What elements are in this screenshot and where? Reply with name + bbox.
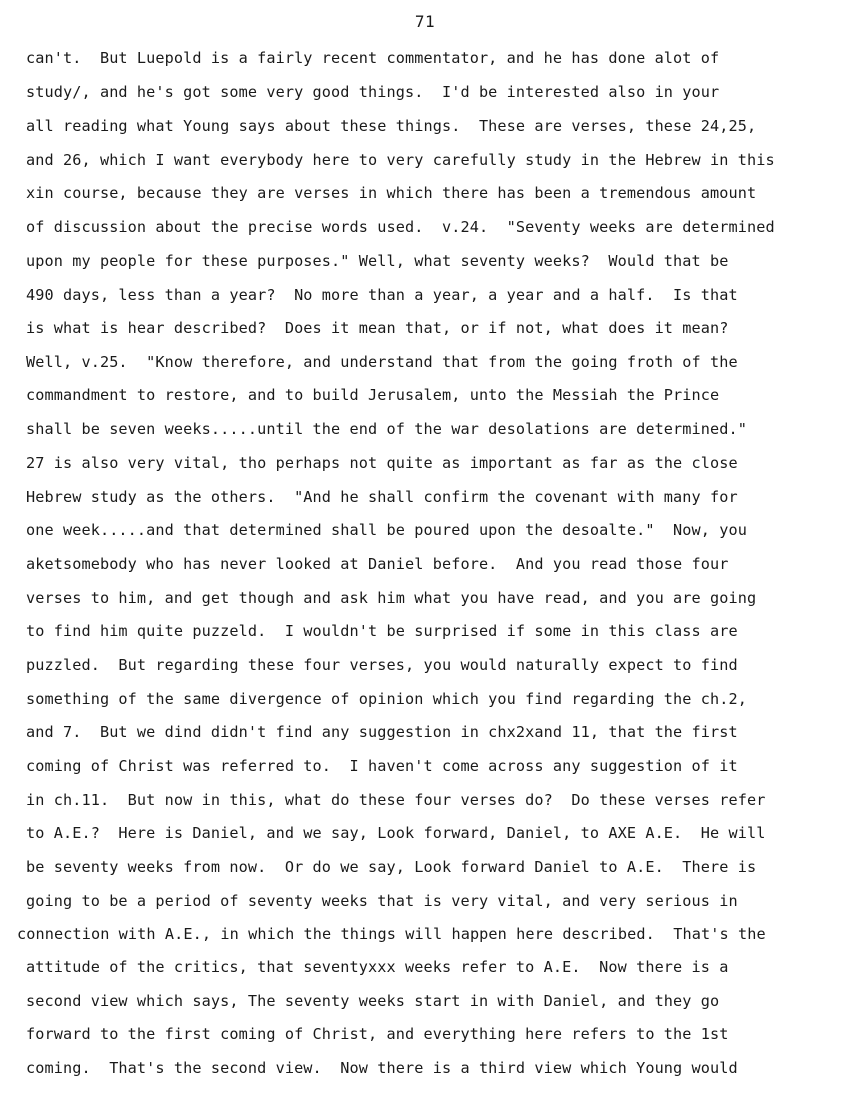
- text-line: of discussion about the precise words used. v.24. "Seventy weeks are determined: [26, 218, 775, 236]
- text-line: attitude of the critics, that seventyxxx weeks refer to A.E. Now there is a: [26, 958, 729, 976]
- text-line: verses to him, and get though and ask him what you have read, and you are going: [26, 589, 757, 607]
- text-line: one week.....and that determined shall be poured upon the desoalte." Now, you: [26, 521, 748, 539]
- text-line: puzzled. But regarding these four verses, you would naturally expect to find: [26, 656, 738, 674]
- text-line: xin course, because they are verses in which there has been a tremendous amount: [26, 184, 757, 202]
- text-line: second view which says, The seventy weeks start in with Daniel, and they go: [26, 992, 720, 1010]
- text-line: 27 is also very vital, tho perhaps not quite as important as far as the close: [26, 454, 738, 472]
- text-line: 490 days, less than a year? No more than a year, a year and a half. Is that: [26, 286, 738, 304]
- text-line: something of the same divergence of opinion which you find regarding the ch.2,: [26, 690, 748, 708]
- text-line: all reading what Young says about these things. These are verses, these 24,25,: [26, 117, 757, 135]
- text-line: in ch.11. But now in this, what do these four verses do? Do these verses refer: [26, 791, 766, 809]
- text-line: study/, and he's got some very good things. I'd be interested also in your: [26, 83, 720, 101]
- text-line: and 26, which I want everybody here to very carefully study in the Hebrew in this: [26, 151, 775, 169]
- text-line: going to be a period of seventy weeks that is very vital, and very serious in: [26, 892, 738, 910]
- text-line: be seventy weeks from now. Or do we say, Look forward Daniel to A.E. There is: [26, 858, 757, 876]
- text-line: shall be seven weeks.....until the end of the war desolations are determined.": [26, 420, 748, 438]
- text-line: Hebrew study as the others. "And he shall confirm the covenant with many for: [26, 488, 738, 506]
- text-line: is what is hear described? Does it mean that, or if not, what does it mean?: [26, 319, 729, 337]
- text-line: aketsomebody who has never looked at Daniel before. And you read those four: [26, 555, 729, 573]
- text-line: to find him quite puzzeld. I wouldn't be surprised if some in this class are: [26, 622, 738, 640]
- text-line: connection with A.E., in which the things will happen here described. That's the: [17, 925, 766, 943]
- text-line: coming of Christ was referred to. I haven't come across any suggestion of it: [26, 757, 738, 775]
- page-number: 71: [414, 12, 436, 31]
- text-line: forward to the first coming of Christ, and everything here refers to the 1st: [26, 1025, 729, 1043]
- text-line: coming. That's the second view. Now there is a third view which Young would: [26, 1059, 738, 1077]
- text-line: Well, v.25. "Know therefore, and understand that from the going froth of the: [26, 353, 738, 371]
- text-line: upon my people for these purposes." Well, what seventy weeks? Would that be: [26, 252, 729, 270]
- text-line: and 7. But we dind didn't find any suggestion in chx2xand 11, that the first: [26, 723, 738, 741]
- text-line: can't. But Luepold is a fairly recent commentator, and he has done alot of: [26, 49, 720, 67]
- text-line: commandment to restore, and to build Jerusalem, unto the Messiah the Prince: [26, 386, 720, 404]
- text-line: to A.E.? Here is Daniel, and we say, Look forward, Daniel, to AXE A.E. He will: [26, 824, 766, 842]
